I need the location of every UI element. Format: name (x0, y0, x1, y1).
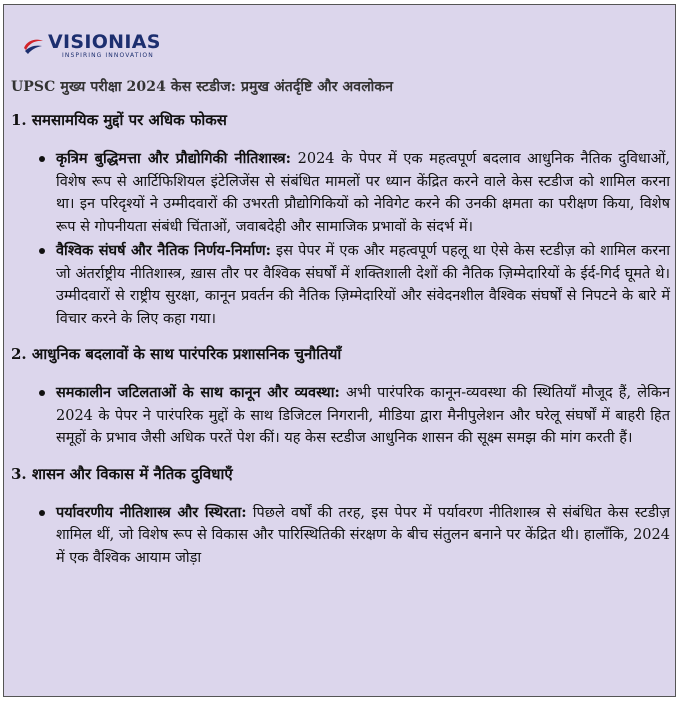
section-heading: 3. शासन और विकास में नैतिक दुविधाएँ (11, 464, 233, 483)
bullet-heading: कृत्रिम बुद्धिमत्ता और प्रौद्योगिकी नीतिशास्त्र: (56, 150, 291, 167)
content-panel (3, 4, 676, 697)
visionias-logo (21, 31, 670, 61)
section-current-issues (11, 110, 670, 330)
bullet-item-ai-ethics (11, 148, 670, 238)
bullet-text: अभी पारंपरिक कानून-व्यवस्था की स्थितियाँ मौजूद हैं, लेकिन 2024 के पेपर ने पारंपरिक मुद्दों के साथ डिजिटल निगरानी, मीडिया द्वारा मैनीपुलेशन और घरेलू संघर्षों में बाहरी हित समूहों के प्रभाव जैसी अधिक परतें पेश कीं। यह केस स्टडीज आधुनिक शासन की सूक्ष्म समझ की मांग करती हैं। (56, 385, 670, 446)
bullet-text: पिछले वर्षों की तरह, इस पेपर में पर्यावरण नीतिशास्त्र से संबंधित केस स्टडीज़ शामिल थीं, जो विशेष रूप से विकास और पारिस्थितिकी संरक्षण के बीच संतुलन बनाने पर केंद्रित थी। हालाँकि, 2024 में एक वैश्विक आयाम जोड़ा (56, 504, 670, 566)
document-title: UPSC मुख्य परीक्षा 2024 केस स्टडीज: प्रमुख अंतर्दृष्टि और अवलोकन (11, 79, 394, 95)
bullet-list (11, 382, 670, 450)
section-administrative-challenges (11, 344, 670, 450)
bullet-text: 2024 के पेपर में एक महत्वपूर्ण बदलाव आधुनिक नैतिक दुविधाओं, विशेष रूप से आर्टिफिशियल इंटेलिजेंस से संबंधित मामलों पर ध्यान केंद्रित करने वाले केस स्टडीज को शामिल करना था। इन परिदृश्यों ने उम्मीदवारों की उभरती प्रौद्योगिकियों को नेविगेट करने की उनकी क्षमता का परीक्षण किया, विशेष रूप से गोपनीयता संबंधी चिंताओं, जवाबदेही और सामाजिक प्रभावों के संदर्भ में। (56, 151, 671, 235)
bullet-item-law-and-order (11, 382, 670, 450)
logo-swoosh-icon (21, 34, 45, 58)
bullet-heading: समकालीन जटिलताओं के साथ कानून और व्यवस्था: (56, 384, 340, 401)
section-heading: 2. आधुनिक बदलावों के साथ पारंपरिक प्रशासनिक चुनौतियाँ (11, 345, 342, 363)
section-heading: 1. समसामयिक मुद्दों पर अधिक फोकस (11, 111, 227, 129)
logo-wordmark: VISIONIAS (48, 31, 161, 53)
bullet-list (11, 148, 670, 330)
bullet-item-global-conflict (11, 240, 670, 330)
bullet-heading: वैश्विक संघर्ष और नैतिक निर्णय-निर्माण: (56, 242, 271, 259)
bullet-text: इस पेपर में एक और महत्वपूर्ण पहलू था ऐसे केस स्टडीज़ को शामिल करना जो अंतर्राष्ट्रीय नीतिशास्त्र, ख़ास तौर पर वैश्विक संघर्षों में शक्तिशाली देशों की नैतिक ज़िम्मेदारियों के ईर्द-गिर्द घूमते थे। उम्मीदवारों से राष्ट्रीय सुरक्षा, कानून प्रवर्तन की नैतिक ज़िम्मेदारियों और संवेदनशील वैश्विक संघर्षों से निपटने के बारे में विचार करने के लिए कहा गया। (56, 243, 670, 327)
bullet-item-environmental-ethics (11, 502, 670, 570)
logo-tagline: INSPIRING INNOVATION (62, 52, 154, 59)
bullet-heading: पर्यावरणीय नीतिशास्त्र और स्थिरता: (56, 503, 247, 521)
section-governance-dilemmas (11, 464, 670, 570)
bullet-list (11, 502, 670, 570)
